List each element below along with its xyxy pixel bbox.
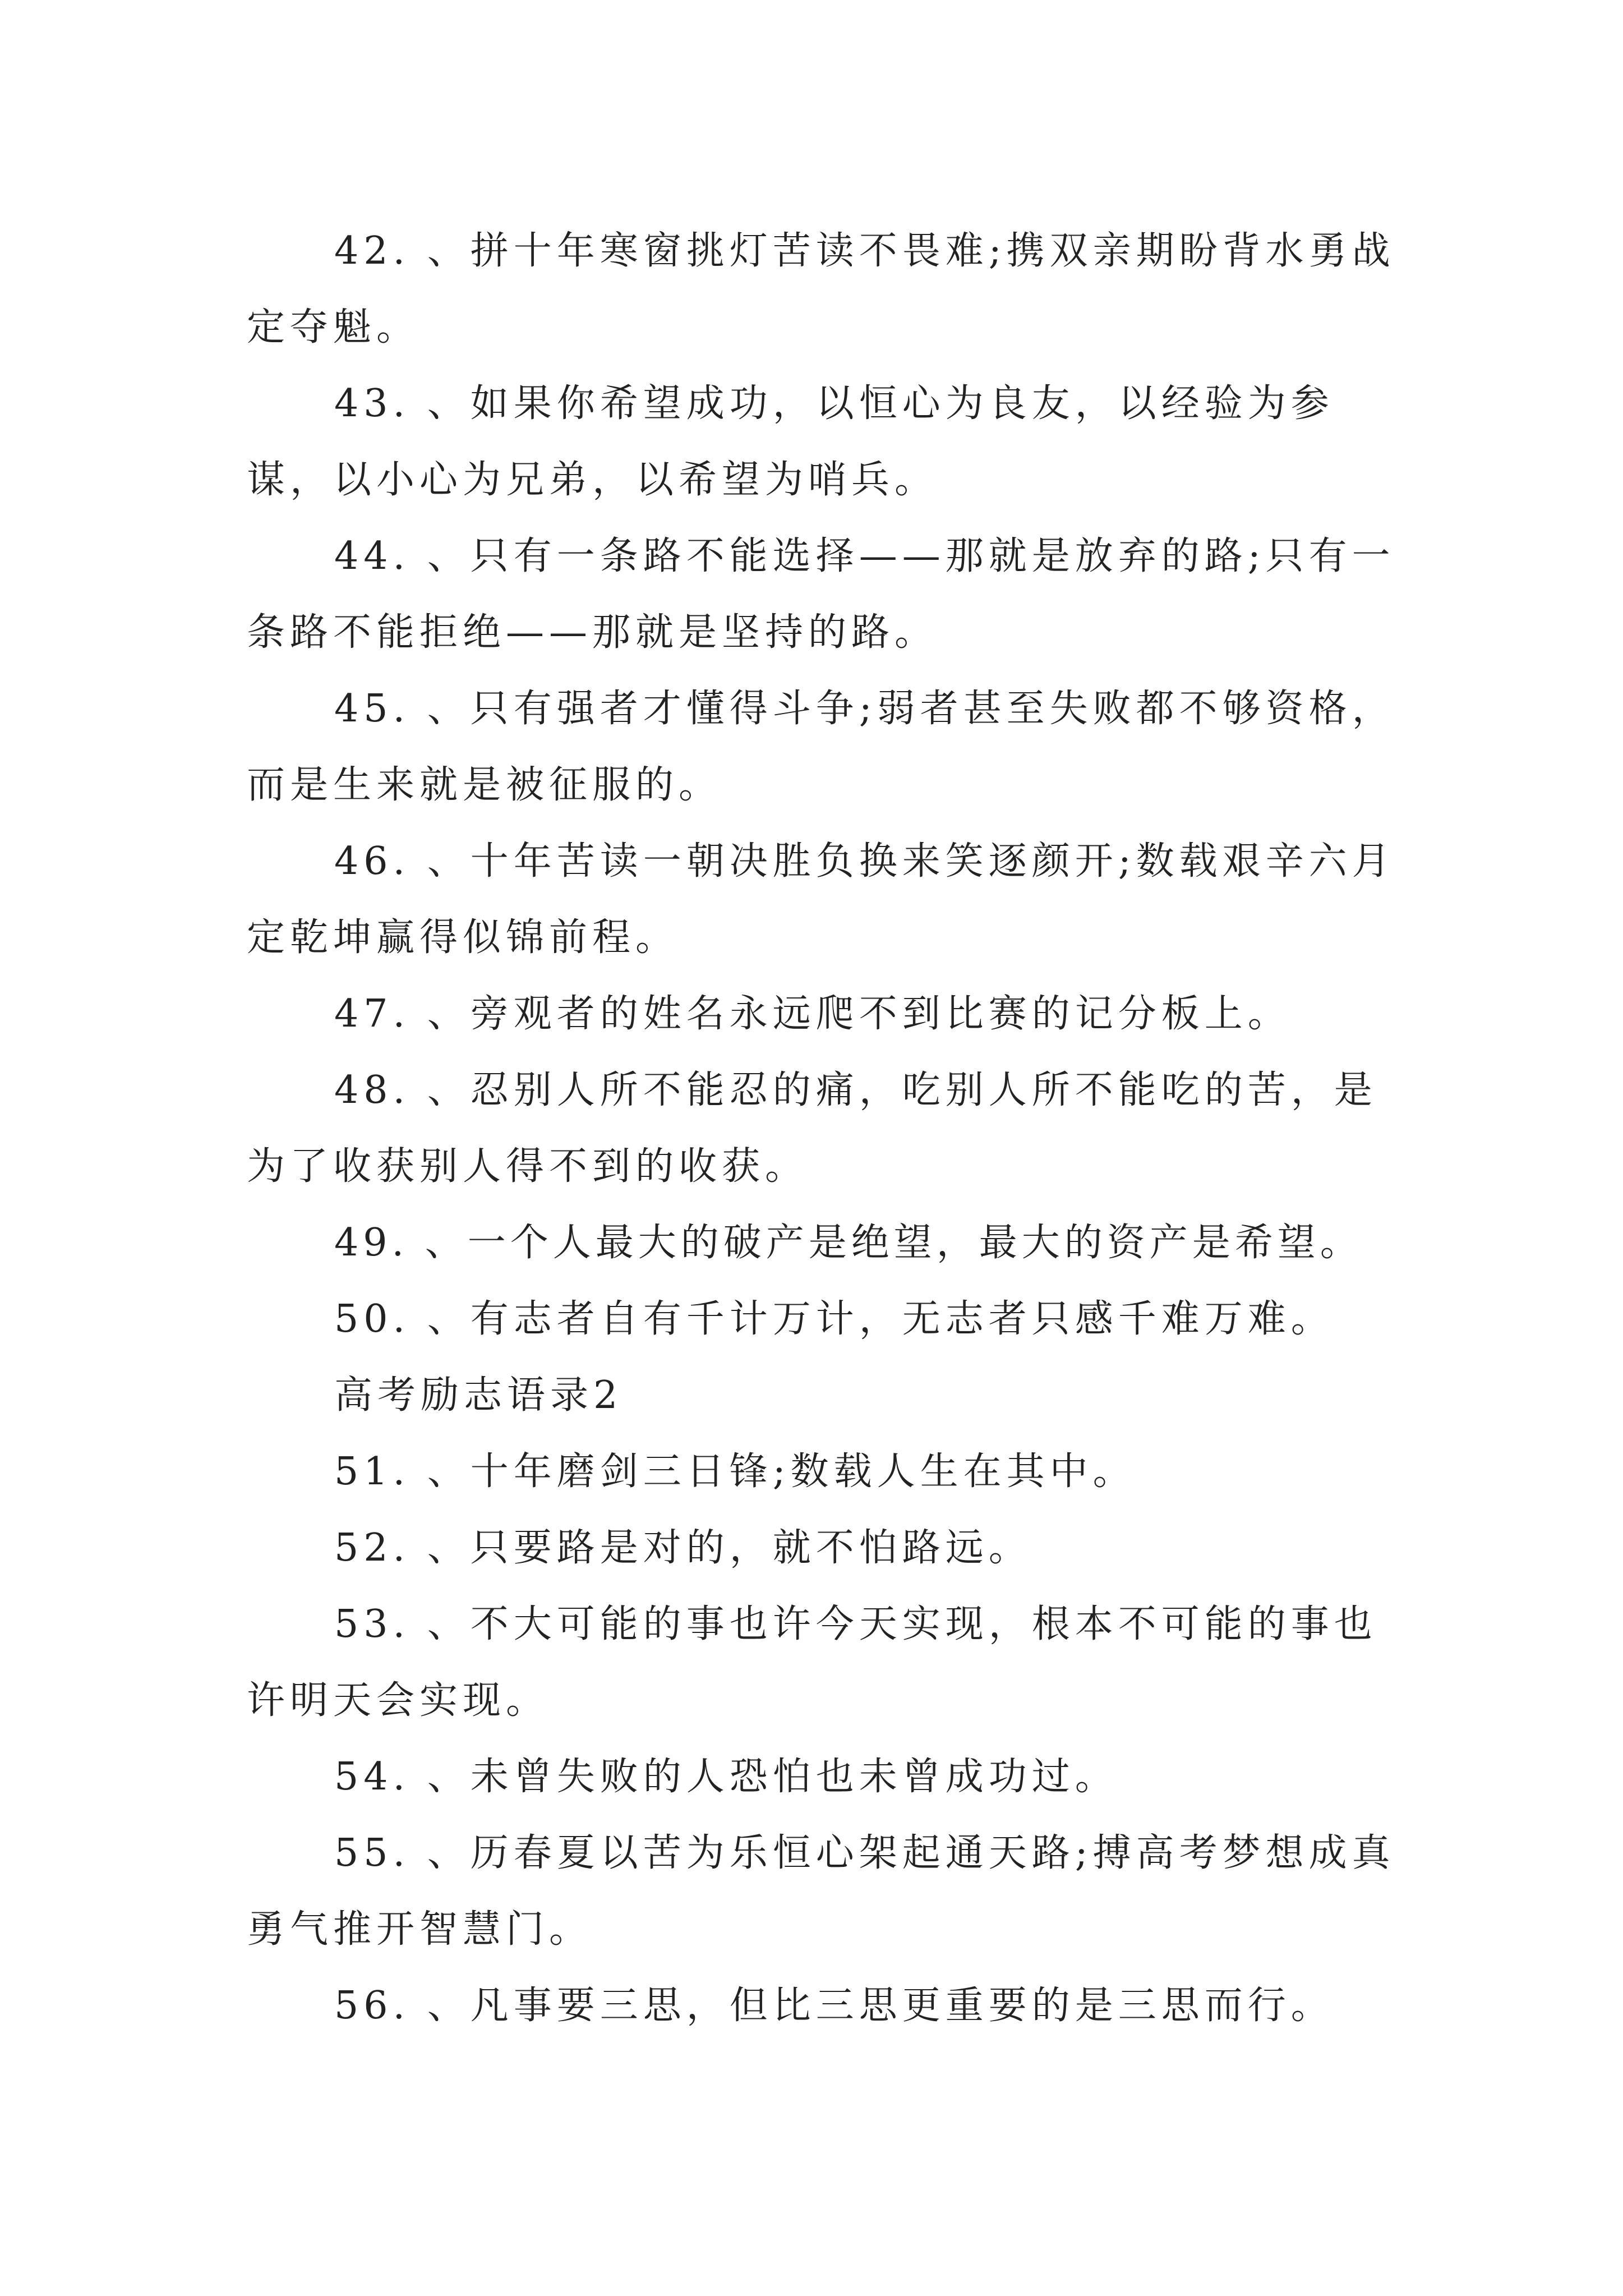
quote-53: 53. 、不大可能的事也许今天实现，根本不可能的事也许明天会实现。: [247, 1602, 1377, 1723]
quote-44: 44. 、只有一条路不能选择——那就是放弃的路;只有一条路不能拒绝——那就是坚持的路。: [247, 534, 1395, 655]
quote-45: 45. 、只有强者才懂得斗争;弱者甚至失败都不够资格，而是生来就是被征服的。: [247, 687, 1395, 807]
quote-42: 42. 、拼十年寒窗挑灯苦读不畏难;携双亲期盼背水勇战定夺魁。: [247, 229, 1395, 349]
section-heading: 高考励志语录2: [334, 1373, 623, 1418]
quote-48: 48. 、忍别人所不能忍的痛，吃别人所不能吃的苦，是为了收获别人得不到的收获。: [247, 1068, 1377, 1189]
quote-55: 55. 、历春夏以苦为乐恒心架起通天路;搏高考梦想成真勇气推开智慧门。: [247, 1831, 1395, 1952]
quote-52: 52. 、只要路是对的，就不怕路远。: [334, 1526, 1032, 1570]
quote-51: 51. 、十年磨剑三日锋;数载人生在其中。: [334, 1450, 1136, 1494]
quote-56: 56. 、凡事要三思，但比三思更重要的是三思而行。: [334, 1984, 1334, 2028]
quote-47: 47. 、旁观者的姓名永远爬不到比赛的记分板上。: [334, 992, 1291, 1036]
quote-49: 49. 、一个人最大的破产是绝望，最大的资产是希望。: [334, 1221, 1363, 1265]
quote-50: 50. 、有志者自有千计万计，无志者只感千难万难。: [334, 1297, 1334, 1341]
document-body: [247, 213, 1402, 2044]
quote-46: 46. 、十年苦读一朝决胜负换来笑逐颜开;数载艰辛六月定乾坤赢得似锦前程。: [247, 839, 1395, 960]
quote-54: 54. 、未曾失败的人恐怕也未曾成功过。: [334, 1755, 1118, 1799]
quote-43: 43. 、如果你希望成功，以恒心为良友，以经验为参谋，以小心为兄弟，以希望为哨兵。: [247, 381, 1334, 502]
